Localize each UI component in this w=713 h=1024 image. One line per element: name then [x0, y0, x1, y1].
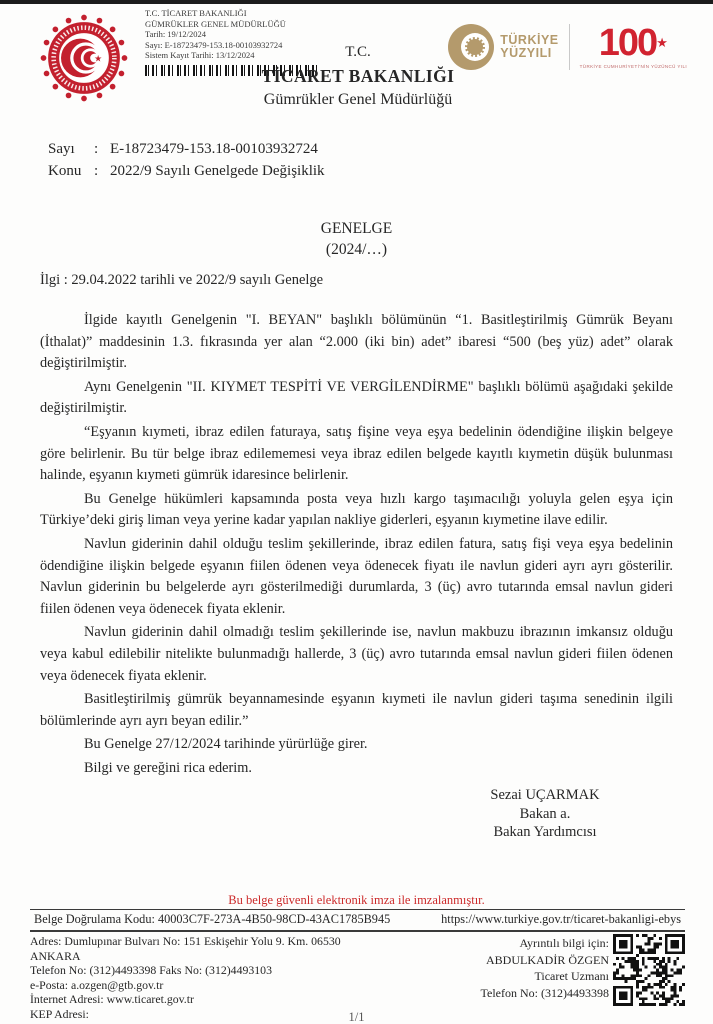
footer-contact-block — [481, 934, 685, 1022]
star-crescent-icon: ★ — [656, 35, 668, 50]
verification-row — [30, 909, 685, 932]
turkiye-yuzyili-icon — [448, 24, 494, 70]
stamp-date: Tarih: 19/12/2024 — [145, 29, 207, 39]
paragraph: Aynı Genelgenin "II. KIYMET TESPİTİ VE VERGİLENDİRME" başlıklı bölümü aşağıdaki şekilde değiştirilmiştir. — [40, 378, 673, 417]
genelge-title: GENELGE — [320, 220, 393, 237]
konu-row — [48, 160, 325, 182]
footer-email: e-Posta: a.ozgen@gtb.gov.tr — [30, 977, 164, 992]
logo-100-text: 100 — [598, 22, 657, 64]
paragraph: Navlun giderinin dahil olmadığı teslim şekillerinde ise, navlun makbuzu ibrazının imkansız olduğu veya kabul edilebilir nitelikte bulunmadığı hallerde, 3 (üç) avro tutarında emsal navlun gideri fiilen ödenen veya ödenecek fiyata eklenir. — [40, 624, 673, 684]
signer-on-behalf: Bakan a. — [519, 805, 571, 822]
100th-year-logo — [579, 22, 687, 69]
paragraph: “Eşyanın kıymeti, ibraz edilen faturaya, satış fişine veya eşya bedelinin ödendiğine ilişkin belgeye göre belirlenir. Bu tür belge ibraz edilememesi veya ibraz edilen belgede kayıtlı kıymetin düşük bulunması halinde, eşyanın kıymeti gümrük idaresince belirlenir. — [40, 423, 673, 484]
qr-code — [613, 934, 685, 1006]
footer-website: İnternet Adresi: www.ticaret.gov.tr — [30, 992, 194, 1007]
title-ministry: TİCARET BAKANLIĞI — [261, 66, 455, 86]
paragraph: Bu Genelge hükümleri kapsamında posta veya hızlı kargo taşımacılığı yoluyla gelen eşya için Türkiye’deki giriş liman veya yerine kadar yapılan nakliye giderleri, eşyanın kıymetine ilave edilir. — [40, 490, 673, 529]
page-number: 1/1 — [348, 1010, 365, 1024]
contact-info-label: Ayrıntılı bilgi için: — [519, 936, 609, 950]
paragraph: İlgide kayıtlı Genelgenin "I. BEYAN" başlıklı bölümünün “1. Basitleştirilmiş Gümrük Beyanı (İthalat)” maddesinin 1.3. fıkrasında yer alan “2.000 (iki bin) adet” ibaresi “500 (beş yüz) adet” olarak değiştirilmiştir. — [40, 312, 673, 372]
contact-phone: Telefon No: (312)4493398 — [480, 985, 609, 1000]
konu-colon: : — [94, 163, 99, 179]
seal-star-icon: ★ — [94, 53, 103, 64]
paragraph: Navlun giderinin dahil olduğu teslim şekillerinde, ibraz edilen fatura, satış fişi veya eşya bedelinin ödendiğine ilişkin belgede eşyanın fiilen ödenen veya ödenecek fiyatı ile navlun gideri ayrı ayrı gösterilir. Navlun giderinin bu belgelerde ayrı gösterilmediği durumlarda, 3 (üç) avro tutarında emsal navlun gideri fiilen ödenen veya ödenecek fiyata eklenir. — [40, 535, 673, 617]
yuzyil-line1: TÜRKİYE — [500, 33, 559, 47]
100th-year-number — [580, 22, 687, 64]
verification-code: Belge Doğrulama Kodu: 40003C7F-273A-4B50-98CD-43AC1785B945 — [34, 912, 391, 926]
contact-title: Ticaret Uzmanı — [534, 969, 609, 983]
signer-name: Sezai UÇARMAK — [490, 787, 600, 803]
header-logos — [448, 24, 687, 70]
footer-columns — [30, 934, 685, 1022]
qr-code-icon — [613, 934, 685, 1006]
footer-address: Adres: Dumlupınar Bulvarı No: 151 Eskişehir Yolu 9. Km. 06530 — [30, 934, 341, 948]
turkiye-yuzyili-logo — [448, 24, 558, 70]
logo-divider — [569, 24, 570, 70]
paragraph: Bilgi ve gereğini rica ederim. — [84, 759, 252, 776]
stamp-system-date: Sistem Kayıt Tarihi: 13/12/2024 — [145, 50, 255, 60]
ministry-seal — [38, 12, 130, 104]
reference-line: İlgi : 29.04.2022 tarihli ve 2022/9 sayılı Genelge — [40, 272, 324, 288]
document-meta — [48, 138, 325, 182]
footer-kep: KEP Adresi: — [30, 1006, 89, 1021]
footer-contact — [481, 934, 609, 1001]
scan-artifact-top — [0, 0, 713, 4]
sayi-value: E-18723479-153.18-00103932724 — [110, 141, 318, 157]
title-tc: T.C. — [345, 44, 371, 60]
genelge-number: (2024/…) — [325, 241, 388, 258]
verification-url: https://www.turkiye.gov.tr/ticaret-bakanligi-ebys — [441, 912, 681, 926]
paragraph: Bu Genelge 27/12/2024 tarihinde yürürlüğe girer. — [84, 736, 368, 753]
footer — [30, 909, 685, 1022]
esign-notice: Bu belge güvenli elektronik imza ile imzalanmıştır. — [228, 893, 485, 907]
konu-value: 2022/9 Sayılı Genelgede Değişiklik — [110, 163, 325, 179]
stamp-number: Sayı: E-18723479-153.18-00103932724 — [145, 39, 283, 50]
paragraph: Basitleştirilmiş gümrük beyannamesinde eşyanın kıymeti ile navlun gideri taşıma senedinin ilgili bölümlerinde ayrı ayrı beyan edilir.” — [40, 691, 673, 729]
genelge-heading — [0, 218, 713, 260]
stamp-directorate: GÜMRÜKLER GENEL MÜDÜRLÜĞÜ — [145, 18, 286, 29]
yuzyil-line2: YÜZYILI — [500, 46, 552, 60]
100th-year-caption: TÜRKİYE CUMHURİYETİ'NİN YÜZÜNCÜ YILI — [579, 64, 687, 69]
footer-city: ANKARA — [30, 948, 81, 963]
sayi-row — [48, 138, 325, 160]
stamp-ministry: T.C. TİCARET BAKANLIĞI — [145, 8, 247, 18]
title-directorate: Gümrükler Genel Müdürlüğü — [263, 91, 453, 108]
contact-name: ABDULKADİR ÖZGEN — [486, 952, 609, 967]
signature-block — [430, 786, 660, 842]
footer-address-block — [30, 934, 481, 1022]
turkiye-yuzyili-label — [500, 34, 558, 60]
signer-title: Bakan Yardımcısı — [493, 824, 597, 840]
document-body — [40, 310, 673, 781]
sayi-label: Sayı — [48, 141, 75, 157]
ministry-seal-icon — [38, 12, 130, 104]
sayi-colon: : — [94, 141, 99, 157]
footer-phone: Telefon No: (312)4493398 Faks No: (312)4493103 — [30, 963, 272, 978]
konu-label: Konu — [48, 163, 82, 179]
